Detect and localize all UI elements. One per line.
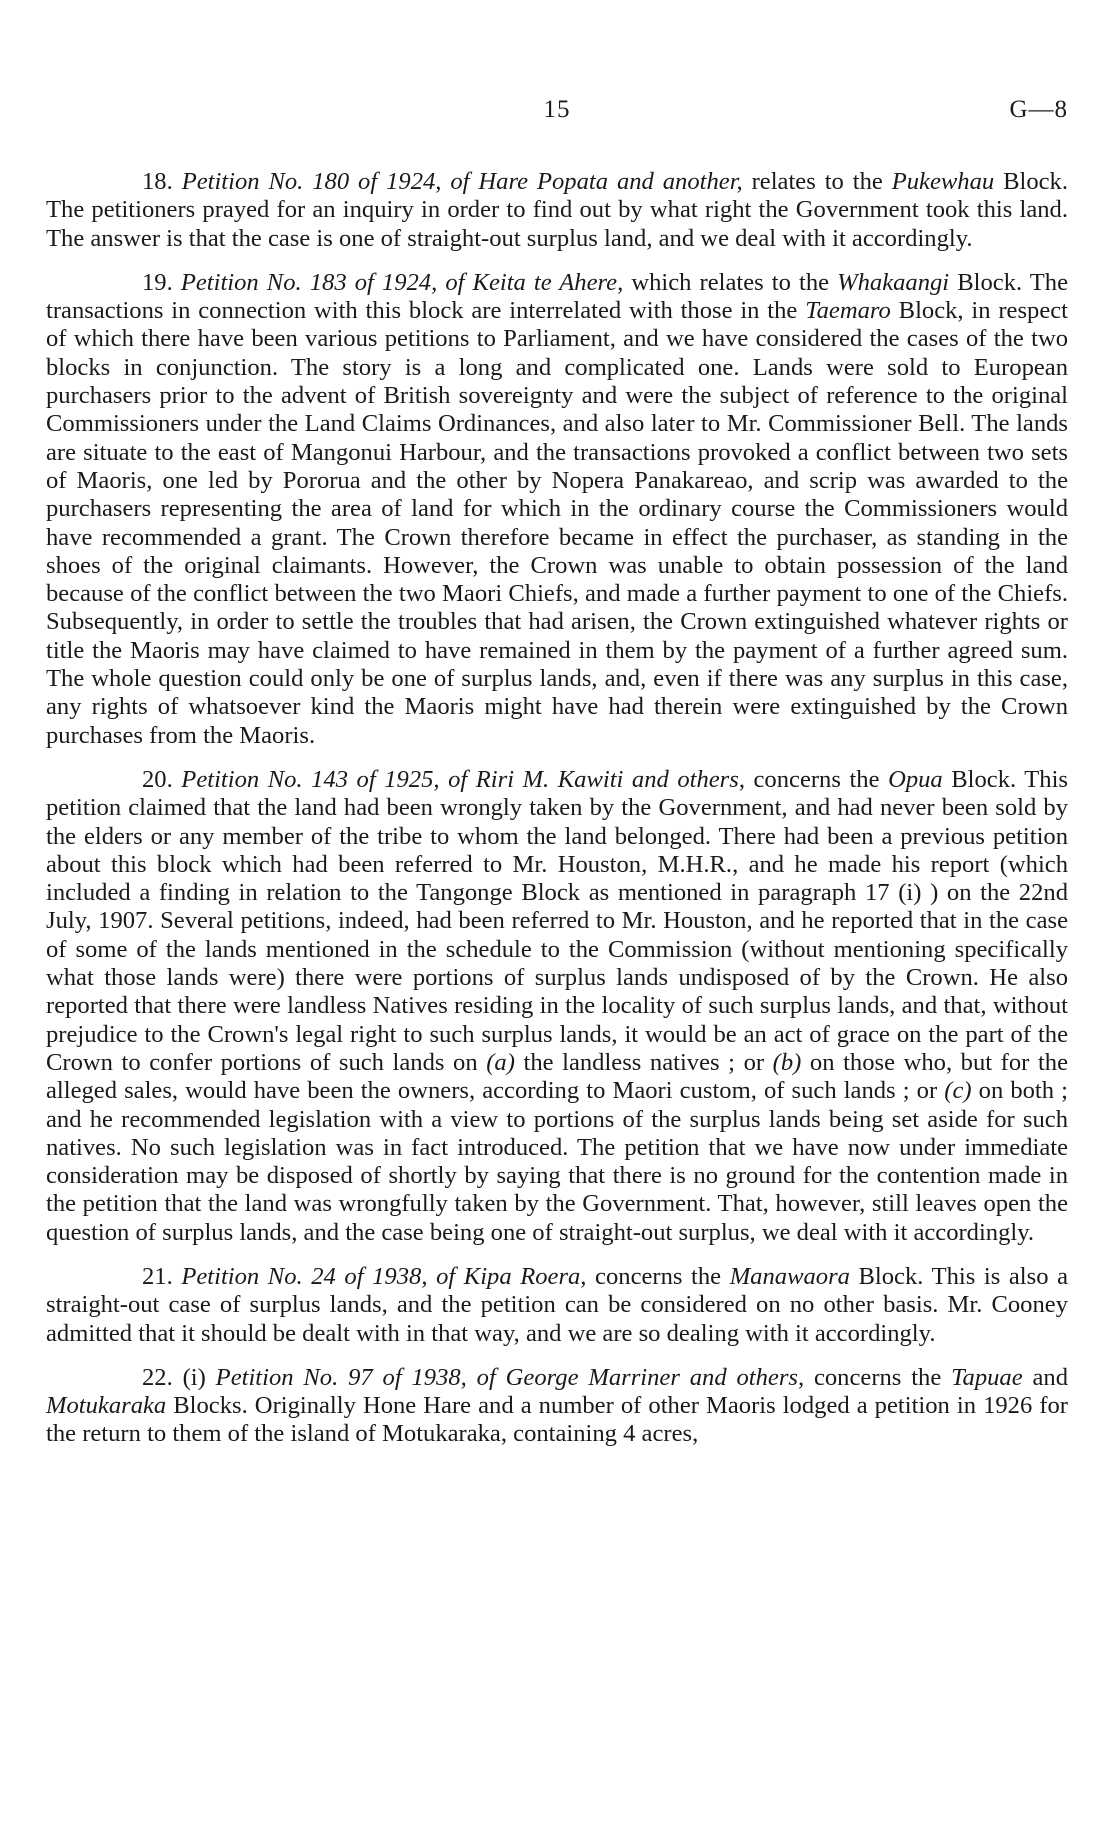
paragraph-number: 22. (i) bbox=[142, 1363, 206, 1391]
paragraph-20 bbox=[46, 766, 1068, 1247]
paragraph-19 bbox=[46, 269, 1068, 750]
document-reference: G—8 bbox=[1009, 96, 1068, 123]
paragraph-text: concerns the bbox=[744, 765, 889, 793]
paragraph-text: concerns the bbox=[586, 1262, 730, 1290]
paragraph-number: 20. bbox=[142, 765, 173, 793]
paragraph-21 bbox=[46, 1263, 1068, 1348]
block-name: Motukaraka bbox=[46, 1392, 167, 1420]
paragraph-text: Block. This petition claimed that the land had been wrongly taken by the Government, and had never been sold by the elders or any member of the tribe to whom the land belonged. There had been a previous petition about this block which had been referred to Mr. Houston, M.H.R., and he made his report (which included a finding in relation to the Tangonge Block as mentioned in paragraph 17 (i) ) on the 22nd July, 1907. Several petitions, indeed, had been referred to Mr. Houston, and he reported that in the case of some of the lands mentioned in the schedule to the Commission (without mentioning specifically what those lands were) there were portions of surplus lands undisposed of by the Crown. He also reported that there were landless Natives residing in the locality of such surplus lands, and that, without prejudice to the Crown's legal right to such surplus lands, it would be an act of grace on the part of the Crown to confer portions of such lands on bbox=[46, 765, 1068, 1076]
block-name: Manawaora bbox=[729, 1262, 850, 1290]
paragraph-number: 18. bbox=[142, 168, 173, 195]
petition-reference: Petition No. 180 of 1924, of Hare Popata and another, bbox=[181, 168, 743, 195]
paragraph-number: 21. bbox=[142, 1262, 173, 1290]
option-a: (a) bbox=[486, 1048, 515, 1076]
petition-reference: Petition No. 97 of 1938, of George Marriner and others, bbox=[215, 1363, 805, 1391]
block-name: Taemaro bbox=[805, 297, 891, 325]
paragraph-text: and bbox=[1022, 1363, 1069, 1391]
paragraph-text: Block. The transactions in connection with this block are interrelated with those in the bbox=[46, 268, 1069, 325]
block-name: Tapuae bbox=[951, 1363, 1023, 1391]
paragraph-text: relates to the bbox=[742, 168, 892, 195]
block-name: Pukewhau bbox=[891, 168, 995, 195]
paragraph-text: on those who, but for the alleged sales, would have been the owners, according to Maori custom, of such lands ; or bbox=[46, 1048, 1068, 1105]
petition-reference: Petition No. 24 of 1938, of Kipa Roera, bbox=[181, 1262, 587, 1290]
page-number: 15 bbox=[543, 96, 571, 123]
block-name: Opua bbox=[888, 765, 943, 793]
paragraph-22 bbox=[46, 1364, 1068, 1449]
paragraph-text: Block, in respect of which there have been various petitions to Parliament, and we have considered the cases of the two blocks in conjunction. The story is a long and complicated one. Lands were sold to European purchasers prior to the advent of British sovereignty and were the subject of reference to the original Commissioners under the Land Claims Ordinances, and also later to Mr. Commissioner Bell. The lands are situate to the east of Mangonui Harbour, and the transactions provoked a conflict between two sets of Maoris, one led by Pororua and the other by Nopera Panakareao, and scrip was awarded to the purchasers representing the area of land for which in the ordinary course the Commissioners would have recommended a grant. The Crown therefore became in effect the purchaser, as standing in the shoes of the original claimants. However, the Crown was unable to obtain possession of the land because of the conflict between the two Maori Chiefs, and made a further payment to one of the Chiefs. Subsequently, in order to settle the troubles that had arisen, the Crown extinguished whatever rights or title the Maoris may have claimed to have remained in them by the payment of a further agreed sum. The whole question could only be one of surplus lands, and, even if there was any surplus in this case, any rights of whatsoever kind the Maoris might have had therein were extinguished by the Crown purchases from the Maoris. bbox=[46, 297, 1069, 749]
paragraph-text: concerns the bbox=[804, 1363, 952, 1391]
paragraph-text: which relates to the bbox=[623, 268, 838, 296]
petition-reference: Petition No. 183 of 1924, of Keita te Ahere, bbox=[180, 268, 624, 296]
option-b: (b) bbox=[772, 1048, 802, 1076]
option-c: (c) bbox=[944, 1077, 972, 1105]
paragraph-text: on both ; and he recommended legislation with a view to portions of the surplus lands being set aside for such natives. No such legislation was in fact introduced. The petition that we have now under immediate consideration may be disposed of shortly by saying that there is no ground for the contention made in the petition that the land was wrongfully taken by the Government. That, however, still leaves open the question of surplus lands, and the case being one of straight-out surplus, we deal with it accordingly. bbox=[46, 1077, 1068, 1246]
paragraph-text: Block. The petitioners prayed for an inquiry in order to find out by what right the Government took this land. The answer is that the case is one of straight-out surplus land, and we deal with it accordingly. bbox=[46, 168, 1069, 252]
document-body bbox=[46, 168, 1068, 1465]
petition-reference: Petition No. 143 of 1925, of Riri M. Kawiti and others, bbox=[181, 765, 745, 793]
paragraph-text: Blocks. Originally Hone Hare and a number of other Maoris lodged a petition in 1926 for the return to them of the island of Motukaraka, containing 4 acres, bbox=[46, 1392, 1068, 1448]
block-name: Whakaangi bbox=[837, 268, 950, 296]
paragraph-number: 19. bbox=[142, 268, 173, 296]
paragraph-text: Block. This is also a straight-out case of surplus lands, and the petition can be considered on no other basis. Mr. Cooney admitted that it should be dealt with in that way, and we are so dealing with it accordingly. bbox=[46, 1262, 1068, 1347]
page-header bbox=[46, 96, 1068, 130]
paragraph-18 bbox=[46, 168, 1068, 253]
paragraph-text: the landless natives ; or bbox=[514, 1048, 773, 1076]
